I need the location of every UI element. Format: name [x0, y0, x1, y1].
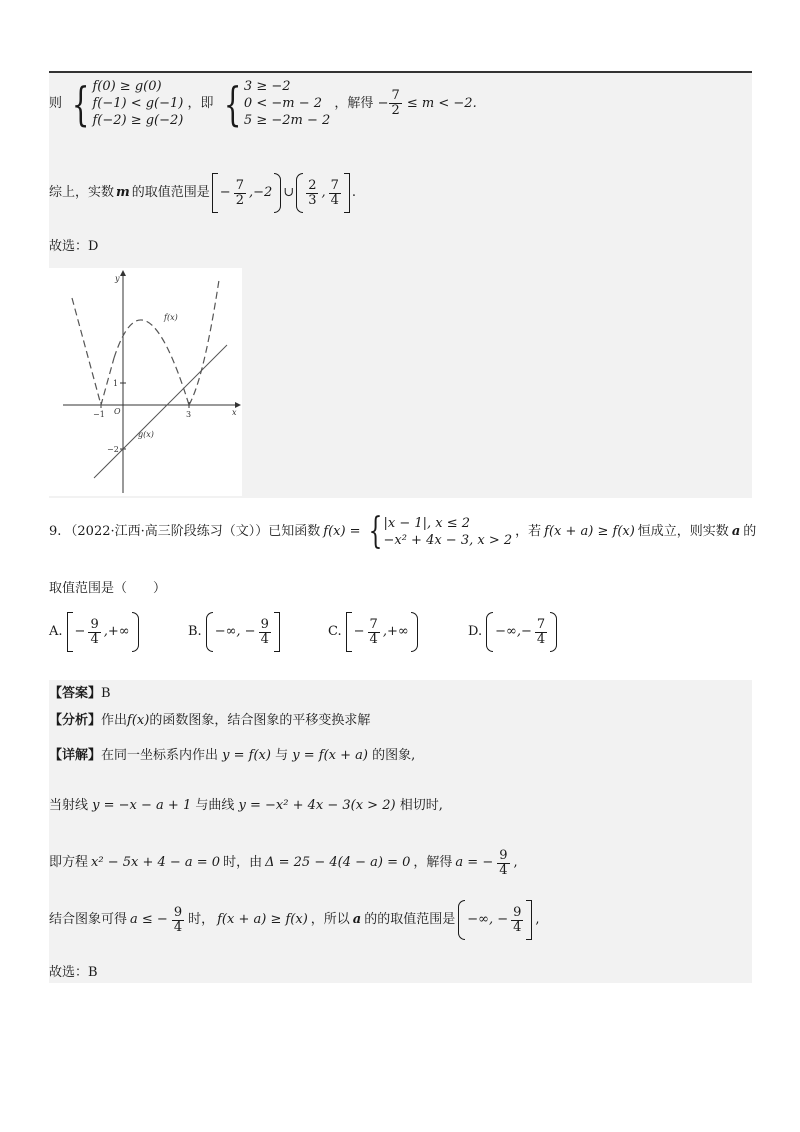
option-b-num: 9: [260, 616, 269, 632]
detail-f2: y = f(x + a): [292, 748, 368, 763]
conclusion-var: m: [116, 185, 130, 200]
analysis-fx: f(x): [127, 713, 150, 728]
var-a: a: [731, 524, 741, 539]
function-graph-svg: [49, 268, 242, 496]
tick-1-label: 1: [113, 379, 119, 388]
system-1-row-1: f(0) ≥ g(0): [92, 79, 162, 94]
cond-expression: f(x + a) ≥ f(x): [544, 524, 635, 539]
solution-8-answer: 故选：D: [49, 239, 99, 254]
interval-2-b-den: 4: [330, 192, 339, 208]
option-d-num: 7: [536, 616, 546, 632]
interval-1-b: ,−2: [248, 185, 273, 200]
comb-r-num: 9: [513, 904, 522, 920]
option-c-neg: −: [353, 624, 365, 639]
g-label: g(x): [138, 430, 154, 439]
tick-neg2-label: −2: [107, 445, 119, 454]
system-1-row-3: f(−2) ≥ g(−2): [92, 113, 184, 128]
system-2-row-2: 0 < −m − 2: [243, 96, 322, 111]
comb-r-den: 4: [513, 919, 522, 935]
option-d-head: −∞,−: [495, 624, 532, 639]
origin-label: O: [114, 407, 121, 416]
eq-end: ,: [513, 855, 518, 870]
interval-2-a-den: 3: [308, 192, 317, 208]
result-inequality: [377, 88, 477, 118]
system-2-row-1: 3 ≥ −2: [243, 79, 291, 94]
option-b[interactable]: [188, 612, 280, 652]
conclusion-mid: 的取值范围是: [131, 185, 210, 200]
comb-head: −∞, −: [467, 912, 509, 927]
result-tail: ≤ m < −2: [406, 96, 473, 111]
result-fraction: [389, 89, 401, 118]
option-c-den: 4: [369, 631, 378, 647]
interval-1-neg: −: [219, 185, 231, 200]
f-curve-middle: [114, 320, 189, 405]
comb-mid: 时，: [188, 912, 215, 927]
comb-pre: 结合图象可得: [49, 912, 128, 927]
a-fraction: [497, 849, 509, 878]
option-b-head: −∞, −: [214, 624, 256, 639]
system-2: { 3 ≥ −2 0 < −m − 2 5 ≥ −2m − 2: [223, 76, 331, 131]
comb-condition: f(x + a) ≥ f(x): [217, 912, 308, 927]
question-9-line-1: [49, 512, 756, 552]
question-fx: f(x) =: [323, 524, 361, 539]
piecewise-case-2: −x² + 4x − 3, x > 2: [383, 533, 513, 548]
ray-post: 相切时,: [399, 798, 443, 813]
option-a-num: 9: [90, 616, 99, 632]
detail-post: 的图象,: [372, 748, 416, 763]
ray-equation: y = −x − a + 1: [92, 798, 192, 813]
analysis-line: [49, 712, 370, 730]
piecewise-function: { |x − 1|, x ≤ 2 −x² + 4x − 3, x > 2: [368, 511, 513, 552]
answer-value: B: [101, 686, 111, 701]
option-c-tail: ,+∞: [382, 624, 409, 639]
result-end: .: [472, 96, 477, 111]
y-axis-label: y: [115, 274, 120, 283]
comb-mid3: 的的取值范围是: [364, 912, 456, 927]
comb-end: ,: [535, 912, 540, 927]
option-c-label: C.: [328, 624, 342, 639]
a-num: 9: [499, 847, 508, 863]
option-d[interactable]: [468, 612, 557, 652]
then-prefix: 则: [49, 96, 63, 111]
result-den: 2: [391, 103, 400, 118]
option-b-label: B.: [188, 624, 202, 639]
interval-2-a-num: 2: [308, 177, 317, 193]
eq-pre: 即方程: [49, 855, 89, 870]
piecewise-case-1: |x − 1|, x ≤ 2: [383, 516, 471, 531]
eq-mid: 时，由: [223, 855, 263, 870]
detail-line: [49, 747, 415, 765]
cond-tail: 的: [743, 524, 757, 539]
quadratic-equation: x² − 5x + 4 − a = 0: [91, 855, 221, 870]
a-equals: a = −: [455, 855, 494, 870]
result-neg: −: [377, 96, 389, 111]
interval-1-num: 7: [235, 177, 244, 193]
system-1-row-2: f(−1) < g(−1): [92, 96, 184, 111]
interval-2-b-num: 7: [330, 177, 339, 193]
option-a-neg: −: [74, 624, 86, 639]
answer-line: [49, 685, 111, 703]
function-graph: [49, 268, 242, 496]
tick-neg1-label: −1: [93, 410, 105, 419]
ray-mid: 与曲线: [195, 798, 235, 813]
analysis-post: 的函数图象，结合图象的平移变换求解: [149, 713, 371, 728]
tick-3-label: 3: [186, 410, 192, 419]
f-curve-left: [72, 298, 114, 405]
solution-8-conclusion: [49, 173, 356, 213]
option-c-num: 7: [369, 616, 378, 632]
analysis-pre: 作出: [101, 713, 128, 728]
cond-suffix: 恒成立，则实数: [637, 524, 729, 539]
detail-pre: 在同一坐标系内作出: [101, 748, 219, 763]
option-d-label: D.: [468, 624, 483, 639]
detail-and: 与: [275, 748, 289, 763]
option-b-interval: [206, 612, 280, 652]
f-curve-right: [189, 280, 219, 405]
interval-2-comma: ,: [321, 185, 326, 200]
comb-inequality: a ≤ −: [130, 912, 168, 927]
combine-line: [49, 898, 540, 942]
option-b-den: 4: [260, 631, 269, 647]
ray-line: [49, 797, 443, 815]
x-axis-label: x: [232, 408, 237, 417]
question-9-line-2: 取值范围是（ ）: [49, 581, 167, 596]
comb-fraction: [172, 906, 184, 935]
jiede-text: ，解得: [334, 96, 374, 111]
answer-tag: 【答案】: [49, 686, 102, 701]
system-1: { f(0) ≥ g(0) f(−1) < g(−1) f(−2) ≥ g(−2): [72, 76, 184, 131]
option-a-interval: [67, 612, 139, 652]
result-num: 7: [391, 88, 400, 103]
conclusion-end: .: [351, 185, 357, 200]
option-a-den: 4: [90, 631, 99, 647]
a-den: 4: [499, 862, 508, 878]
interval-2: [296, 173, 350, 213]
ray-pre: 当射线: [49, 798, 89, 813]
interval-1: [212, 173, 281, 213]
interval-1-den: 2: [235, 192, 244, 208]
option-c[interactable]: [328, 612, 418, 652]
equation-line: [49, 843, 518, 883]
option-d-den: 4: [536, 631, 546, 647]
comb-mid2: ，所以: [310, 912, 350, 927]
comb-num: 9: [173, 904, 183, 920]
detail-f1: y = f(x): [222, 748, 271, 763]
option-c-interval: [346, 612, 418, 652]
option-d-interval: [486, 612, 557, 652]
final-answer: 故选：B: [49, 965, 98, 980]
union-symbol: ∪: [283, 185, 295, 200]
y-axis-arrow-icon: [120, 270, 126, 276]
option-a-label: A.: [49, 624, 63, 639]
system-2-row-3: 5 ≥ −2m − 2: [243, 113, 331, 128]
question-source: （2022·江西·高三阶段练习（文））已知函数: [64, 524, 321, 539]
eq-mid2: ，解得: [413, 855, 453, 870]
curve-equation: y = −x² + 4x − 3(x > 2): [238, 798, 396, 813]
solution-8-system-line: [49, 78, 477, 129]
conclusion-prefix: 综上，实数: [49, 185, 115, 200]
detail-tag: 【详解】: [49, 748, 102, 763]
discriminant: Δ = 25 − 4(4 − a) = 0: [265, 855, 411, 870]
analysis-tag: 【分析】: [49, 713, 102, 728]
ji-text: ，即: [187, 96, 214, 111]
f-label: f(x): [164, 313, 178, 322]
option-a-tail: ,+∞: [103, 624, 130, 639]
comb-interval: [458, 900, 532, 940]
cond-prefix: ，若: [515, 524, 542, 539]
comb-den: 4: [173, 919, 183, 935]
comb-var: a: [352, 912, 362, 927]
question-number: 9.: [49, 524, 62, 539]
option-a[interactable]: [49, 612, 139, 652]
